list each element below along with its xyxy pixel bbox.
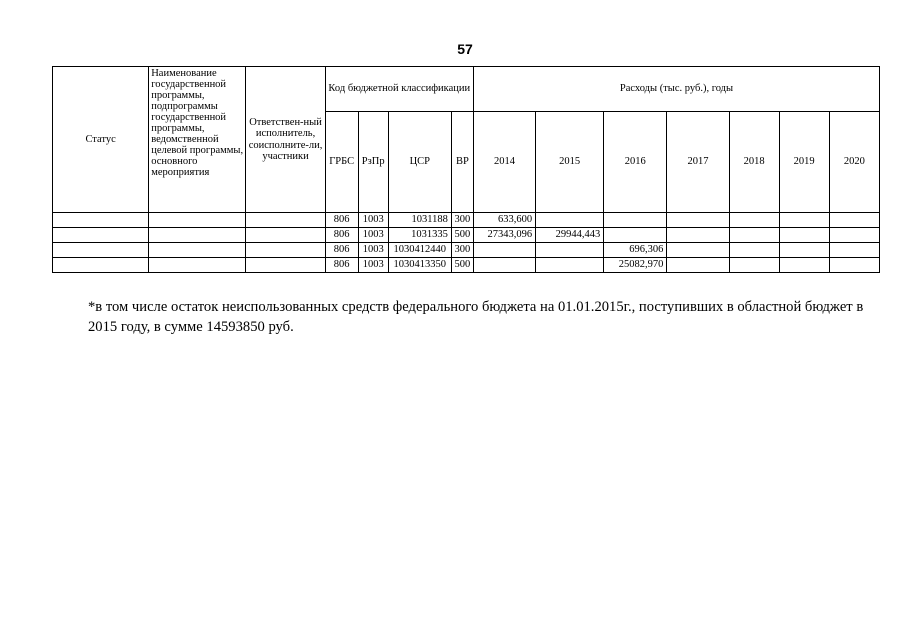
cell-2019 <box>779 258 829 273</box>
cell-name <box>149 228 246 243</box>
cell-status <box>53 243 149 258</box>
cell-2018 <box>729 258 779 273</box>
cell-2015 <box>536 243 604 258</box>
cell-responsible <box>246 213 325 228</box>
header-status: Статус <box>53 67 149 213</box>
cell-2020 <box>829 228 879 243</box>
cell-vr: 300 <box>451 213 473 228</box>
cell-2018 <box>729 213 779 228</box>
cell-2018 <box>729 243 779 258</box>
header-vr: ВР <box>451 112 473 213</box>
cell-2017 <box>667 243 729 258</box>
cell-rzpr: 1003 <box>358 213 388 228</box>
cell-name <box>149 213 246 228</box>
cell-grbs: 806 <box>325 213 358 228</box>
header-name: Наименование государственной программы, подпрограммы государственной программы, ведомственной целевой программы, основного мероприятия <box>149 67 246 213</box>
cell-2019 <box>779 213 829 228</box>
cell-2019 <box>779 243 829 258</box>
table-row <box>53 258 880 273</box>
header-year-2015: 2015 <box>536 112 604 213</box>
cell-2014: 27343,096 <box>473 228 535 243</box>
cell-2020 <box>829 243 879 258</box>
header-year-2020: 2020 <box>829 112 879 213</box>
cell-2014 <box>473 243 535 258</box>
header-csr: ЦСР <box>388 112 451 213</box>
cell-2016: 25082,970 <box>604 258 667 273</box>
cell-2016: 696,306 <box>604 243 667 258</box>
cell-grbs: 806 <box>325 228 358 243</box>
cell-2014: 633,600 <box>473 213 535 228</box>
cell-vr: 500 <box>451 228 473 243</box>
cell-2020 <box>829 258 879 273</box>
table-row <box>53 213 880 228</box>
footnote: *в том числе остаток неиспользованных средств федерального бюджета на 01.01.2015г., поступивших в областной бюджет в 2015 году, в сумме 14593850 руб. <box>88 299 864 335</box>
cell-csr: 1031335 <box>388 228 451 243</box>
cell-2015: 29944,443 <box>536 228 604 243</box>
cell-status <box>53 228 149 243</box>
header-year-2014: 2014 <box>473 112 535 213</box>
header-code-group: Код бюджетной классификации <box>325 67 473 112</box>
cell-responsible <box>246 228 325 243</box>
header-grbs: ГРБС <box>325 112 358 213</box>
cell-rzpr: 1003 <box>358 243 388 258</box>
cell-csr: 1031188 <box>388 213 451 228</box>
header-expenses-group: Расходы (тыс. руб.), годы <box>473 67 879 112</box>
header-year-2019: 2019 <box>779 112 829 213</box>
header-rzpr: РзПр <box>358 112 388 213</box>
cell-2015 <box>536 213 604 228</box>
cell-2016 <box>604 228 667 243</box>
cell-rzpr: 1003 <box>358 258 388 273</box>
cell-2017 <box>667 228 729 243</box>
cell-grbs: 806 <box>325 258 358 273</box>
cell-2017 <box>667 258 729 273</box>
cell-name <box>149 243 246 258</box>
header-row-top <box>53 67 880 112</box>
cell-vr: 500 <box>451 258 473 273</box>
cell-csr: 1030413350 <box>388 258 451 273</box>
cell-status <box>53 258 149 273</box>
cell-status <box>53 213 149 228</box>
header-year-2017: 2017 <box>667 112 729 213</box>
cell-2020 <box>829 213 879 228</box>
cell-name <box>149 258 246 273</box>
page-number: 57 <box>457 41 473 57</box>
cell-2019 <box>779 228 829 243</box>
table-row <box>53 228 880 243</box>
cell-grbs: 806 <box>325 243 358 258</box>
header-year-2018: 2018 <box>729 112 779 213</box>
cell-responsible <box>246 243 325 258</box>
cell-2016 <box>604 213 667 228</box>
cell-rzpr: 1003 <box>358 228 388 243</box>
cell-2017 <box>667 213 729 228</box>
cell-csr: 1030412440 <box>388 243 451 258</box>
cell-2018 <box>729 228 779 243</box>
cell-2014 <box>473 258 535 273</box>
cell-vr: 300 <box>451 243 473 258</box>
header-responsible: Ответствен-ный исполнитель, соисполните-ли, участники <box>246 67 325 213</box>
header-year-2016: 2016 <box>604 112 667 213</box>
cell-responsible <box>246 258 325 273</box>
table-row <box>53 243 880 258</box>
budget-table <box>52 66 880 273</box>
cell-2015 <box>536 258 604 273</box>
